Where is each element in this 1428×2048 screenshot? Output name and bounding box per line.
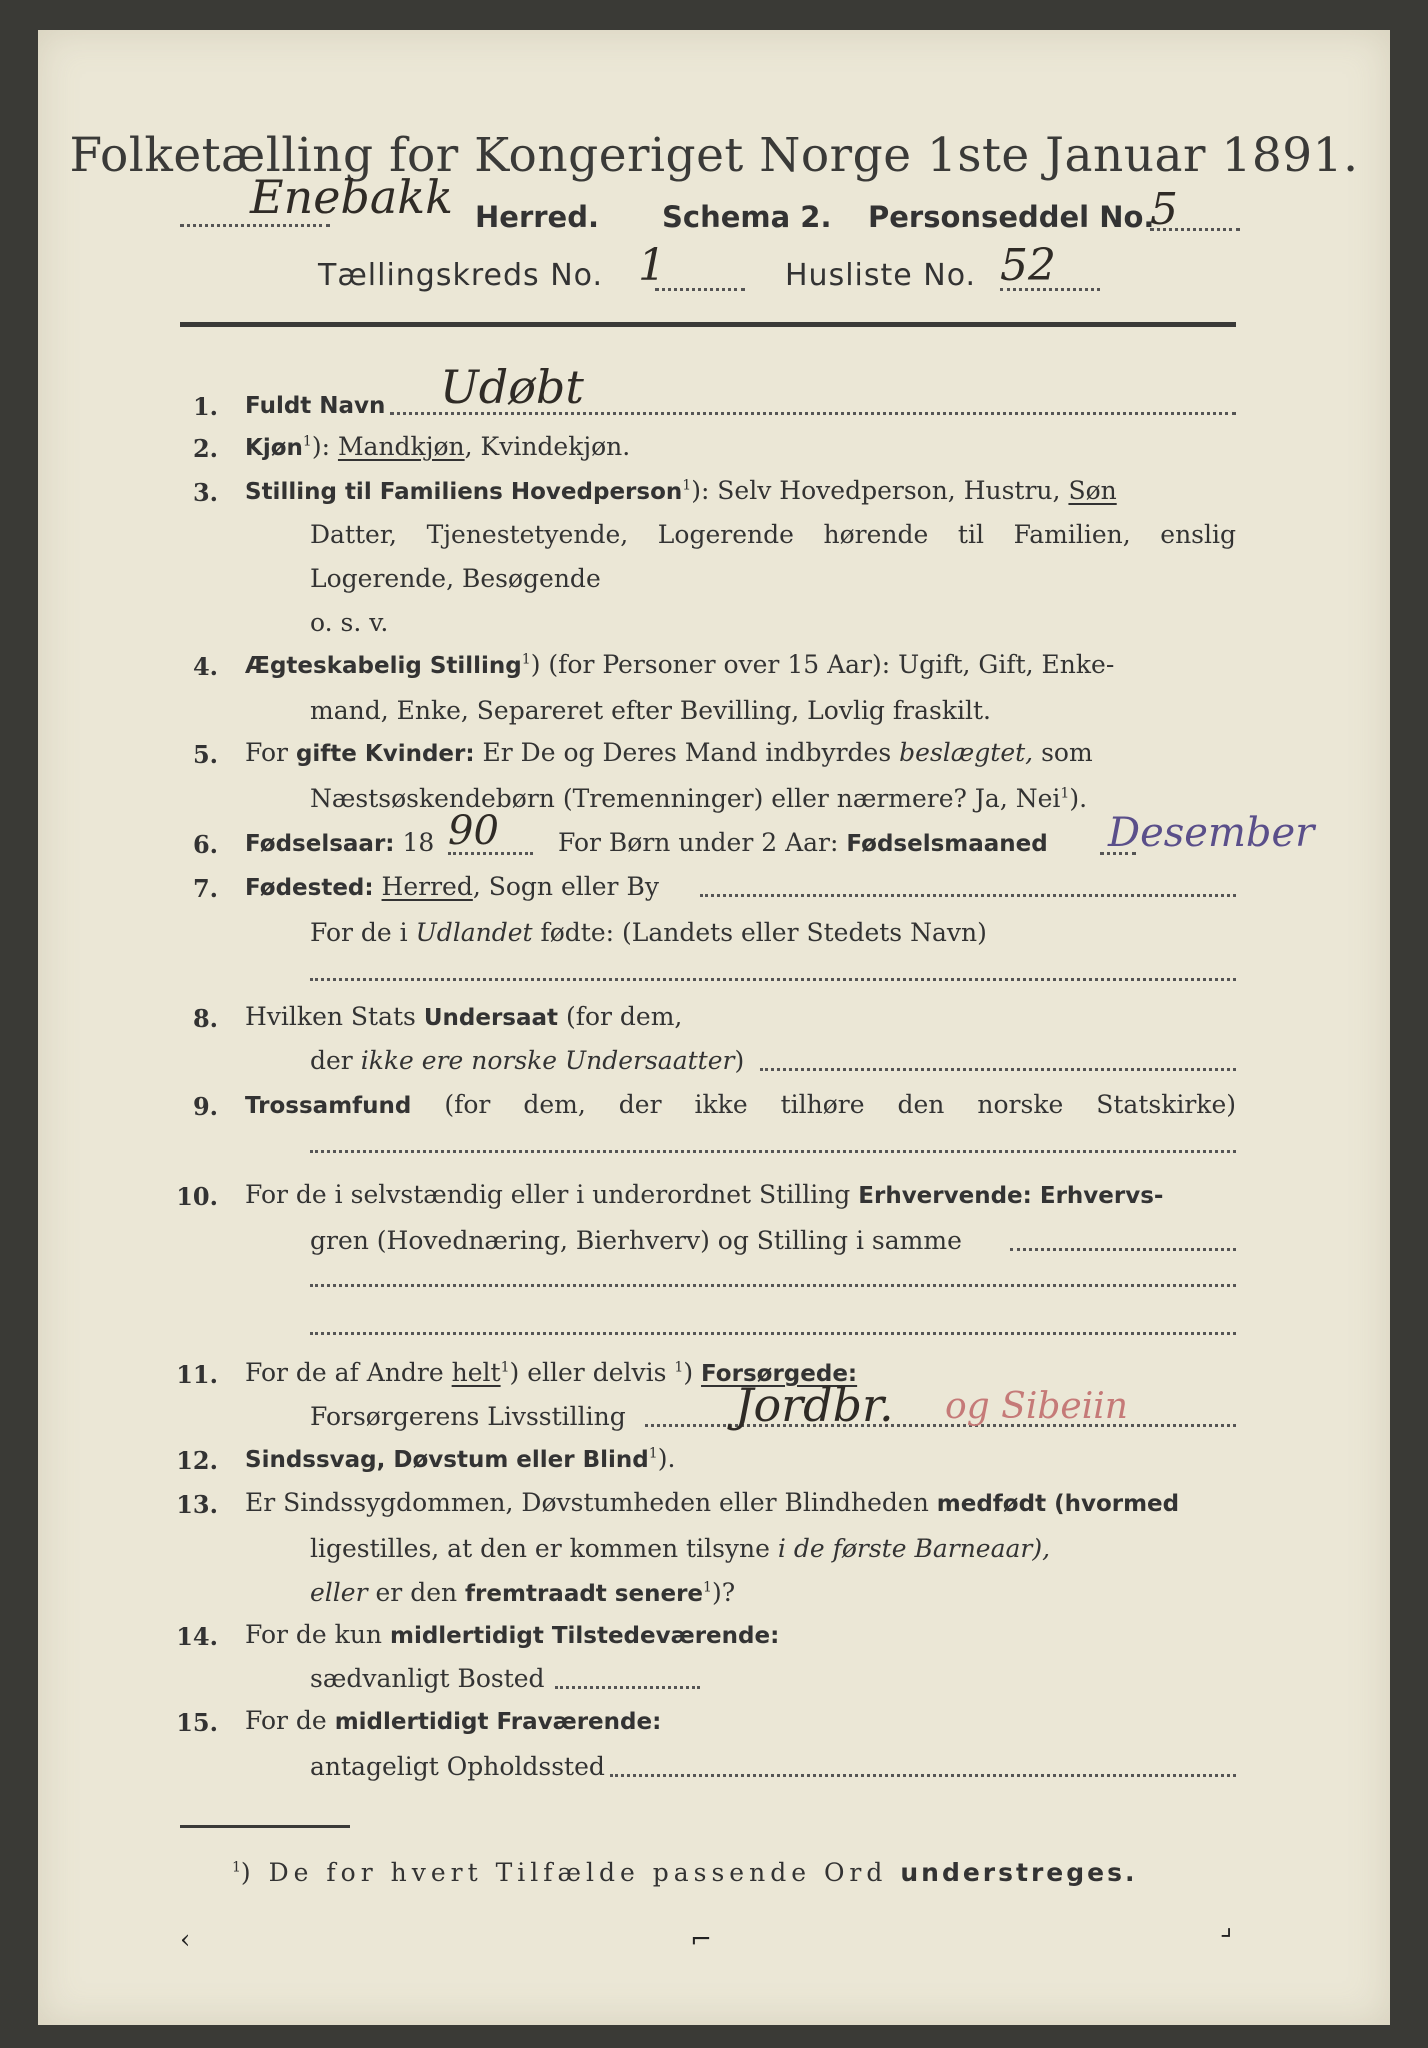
selected-option-son: Søn [1068, 476, 1117, 505]
birthplace-dotline [700, 894, 1236, 897]
foreign-birthplace-dotline [310, 978, 1236, 981]
item-number: 14. [176, 1622, 218, 1651]
provider-occupation-value: Jordbr. [735, 1378, 894, 1432]
occupation-dotline-3 [310, 1332, 1236, 1335]
full-name-dotline [390, 412, 1236, 415]
item-number: 1. [192, 392, 218, 421]
item-10-line-2: gren (Hovednæring, Bierhverv) og Stilling i samme [310, 1226, 962, 1255]
item-14-line-2: sædvanligt Bosted [310, 1664, 545, 1693]
birth-year-value: 90 [448, 808, 499, 854]
item-number: 3. [192, 478, 218, 507]
personseddel-value: 5 [1150, 184, 1178, 235]
item-number: 13. [176, 1490, 218, 1519]
census-form-sheet [38, 30, 1390, 2025]
birth-year-dotline [448, 852, 533, 855]
item-8-line-2: der ikke ere norske Undersaatter) [310, 1046, 745, 1075]
personseddel-label: Personseddel No. [868, 200, 1155, 234]
item-11-line-1: For de af Andre helt$^1$) eller delvis $^1$) Forsørgede: [245, 1358, 858, 1387]
full-name-value: Udøbt [440, 360, 584, 414]
form-title: Folketælling for Kongeriget Norge 1ste Januar 1891. [69, 128, 1359, 183]
item-5-line-2: Næstsøskendebørn (Tremenninger) eller nærmere? Ja, Nei$^1$). [310, 784, 1088, 813]
item-10-line-1: For de i selvstændig eller i underordnet Stilling Erhvervende: Erhvervs- [245, 1180, 1164, 1209]
corner-mark-icon: ⌟ [1220, 1912, 1233, 1942]
selected-option-helt: helt [451, 1358, 501, 1387]
item-number: 15. [176, 1708, 218, 1737]
item-number: 6. [192, 830, 218, 859]
item-number: 11. [176, 1360, 218, 1389]
schema-label: Schema 2. [662, 200, 832, 234]
item-3-line-3: Logerende, Besøgende [310, 564, 601, 593]
item-6-month-label: For Børn under 2 Aar: Fødselsmaaned [558, 828, 1048, 857]
provider-dotline [645, 1424, 1236, 1427]
corner-mark-icon: ⌐ [690, 1925, 712, 1955]
item-14-line-1: For de kun midlertidigt Tilstedeværende: [245, 1620, 780, 1649]
herred-label: Herred. [475, 200, 599, 234]
item-6-label: Fødselsaar: 18 [245, 828, 435, 857]
tellingskreds-value: 1 [638, 240, 666, 291]
husliste-label: Husliste No. [785, 258, 977, 293]
item-7-line-1: Fødested: Herred, Sogn eller By [245, 872, 659, 901]
item-7-line-2: For de i Udlandet fødte: (Landets eller Stedets Navn) [310, 918, 987, 947]
item-number: 12. [176, 1446, 218, 1475]
item-3-line-4: o. s. v. [310, 608, 389, 637]
nationality-dotline [760, 1068, 1236, 1071]
herred-value: Enebakk [250, 170, 454, 224]
tellingskreds-label: Tællingskreds No. [318, 258, 603, 293]
item-number: 9. [192, 1092, 218, 1121]
item-13-line-1: Er Sindssygdommen, Døvstumheden eller Blindheden medfødt (hvormed [245, 1488, 1180, 1517]
husliste-dotline [1000, 288, 1100, 291]
item-15-line-2: antageligt Opholdssted [310, 1752, 605, 1781]
item-number: 8. [192, 1004, 218, 1033]
residence-dotline [555, 1686, 700, 1689]
footnote: $^1$) De for hvert Tilfælde passende Ord understreges. [232, 1858, 1138, 1887]
item-4-line-1: Ægteskabelig Stilling$^1$) (for Personer over 15 Aar): Ugift, Gift, Enke- [245, 650, 1115, 679]
item-3-line-2: Datter, Tjenestetyende, Logerende hørende til Familien, enslig [310, 520, 1236, 549]
item-number: 4. [192, 652, 218, 681]
item-15-line-1: For de midlertidigt Fraværende: [245, 1706, 662, 1735]
item-number: 7. [192, 874, 218, 903]
herred-dotline [180, 224, 330, 227]
birth-month-value: Desember [1108, 810, 1315, 856]
item-5-line-1: For gifte Kvinder: Er De og Deres Mand indbyrdes beslægtet, som [245, 738, 1093, 767]
item-number: 2. [192, 434, 218, 463]
item-13-line-2: ligestilles, at den er kommen tilsyne i de første Barneaar), [310, 1534, 1051, 1563]
husliste-value: 52 [1000, 240, 1056, 291]
item-4-line-2: mand, Enke, Separeret efter Bevilling, Lovlig fraskilt. [310, 696, 991, 725]
item-12-line-1: Sindssvag, Døvstum eller Blind$^1$). [245, 1444, 676, 1473]
provider-occupation-addition: og Sibeiin [945, 1386, 1128, 1427]
corner-mark-icon: ‹ [180, 1925, 191, 1955]
selected-option-herred: Herred [381, 872, 473, 901]
item-number: 5. [192, 740, 218, 769]
item-2-text: Kjøn$^1$): Mandkjøn, Kvindekjøn. [245, 432, 631, 461]
item-9-line-1: Trossamfund (for dem, der ikke tilhøre den norske Statskirke) [245, 1090, 1236, 1119]
item-1-label: Fuldt Navn [245, 393, 386, 419]
item-3-line-1: Stilling til Familiens Hovedperson$^1$): Selv Hovedperson, Hustru, Søn [245, 476, 1117, 505]
footnote-rule [180, 1825, 350, 1828]
religion-dotline [310, 1150, 1236, 1153]
item-11-line-2: Forsørgerens Livsstilling [310, 1402, 626, 1431]
occupation-dotline-2 [310, 1284, 1236, 1287]
personseddel-dotline [1150, 228, 1240, 231]
tellingskreds-dotline [655, 288, 745, 291]
item-13-line-3: eller er den fremtraadt senere$^1$)? [310, 1578, 736, 1607]
whereabouts-dotline [610, 1774, 1236, 1777]
selected-option-mandkjon: Mandkjøn [337, 432, 465, 461]
header-rule [180, 322, 1236, 327]
occupation-dotline-1 [1010, 1248, 1236, 1251]
item-number: 10. [176, 1182, 218, 1211]
item-8-line-1: Hvilken Stats Undersaat (for dem, [245, 1002, 683, 1031]
